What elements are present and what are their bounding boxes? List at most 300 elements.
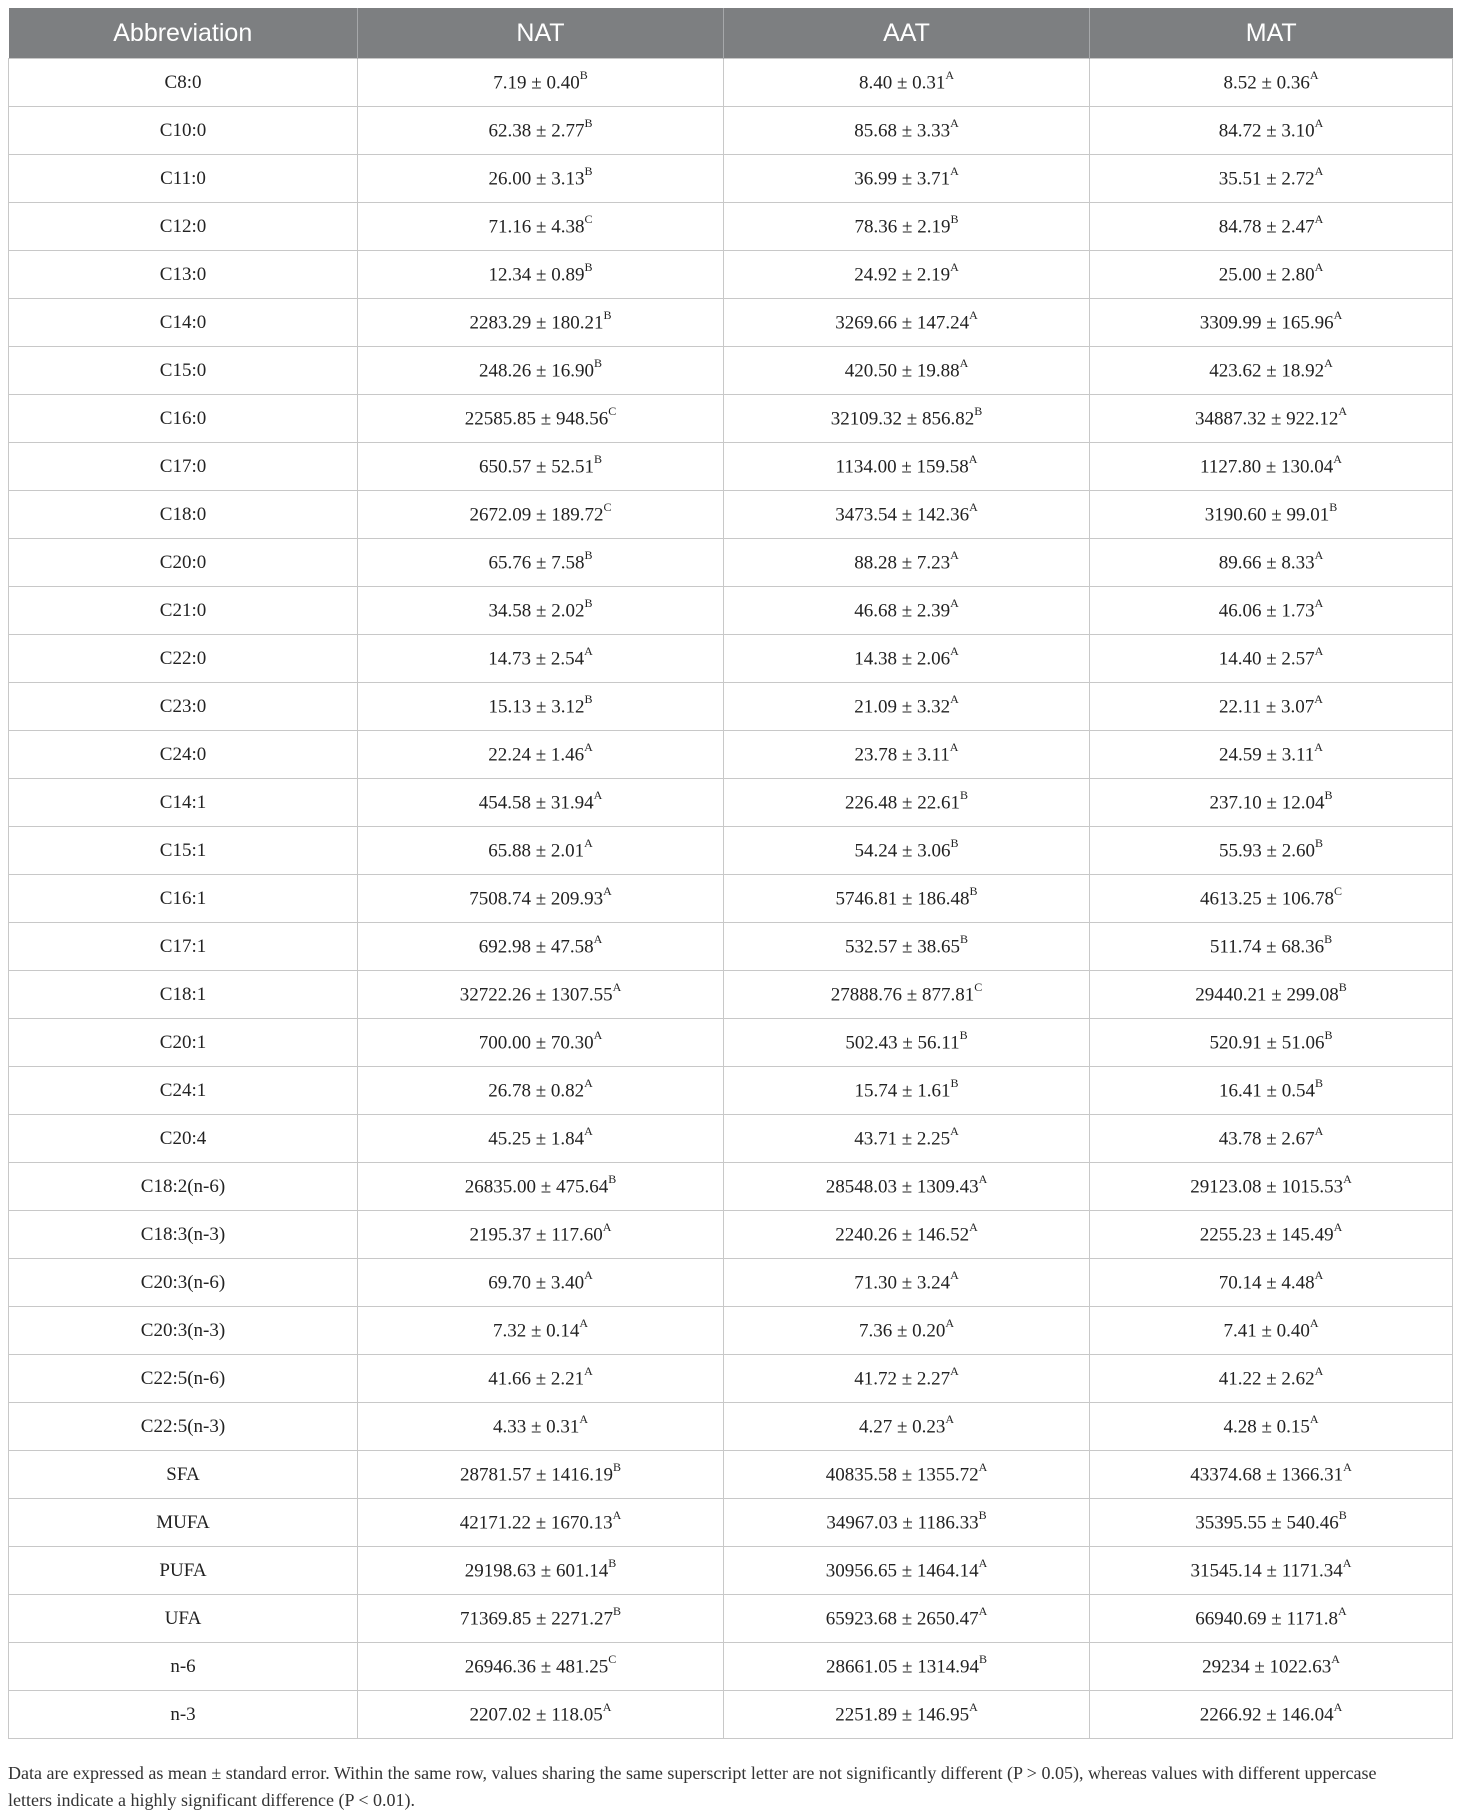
cell-mean-se: 2240.26 ± 146.52 (835, 1224, 970, 1246)
significance-letter: A (1314, 596, 1324, 611)
table-row (9, 1595, 1453, 1643)
cell-mean-se: 69.70 ± 3.40 (488, 1272, 585, 1294)
significance-letter: B (584, 260, 593, 275)
significance-letter: B (603, 308, 612, 323)
cell-mean-se: 7508.74 ± 209.93 (469, 888, 604, 910)
cell-value (724, 155, 1090, 203)
cell-mean-se: 34887.32 ± 922.12 (1194, 408, 1339, 430)
significance-letter: A (1324, 356, 1333, 371)
table-row (9, 443, 1453, 491)
fatty-acid-table (8, 8, 1453, 1739)
cell-value (1090, 1451, 1453, 1499)
cell-mean-se: 15.74 ± 1.61 (854, 1080, 951, 1102)
cell-mean-se: 7.41 ± 0.40 (1223, 1320, 1310, 1342)
cell-abbreviation: C20:3(n-3) (9, 1307, 358, 1355)
table-row (9, 491, 1453, 539)
cell-mean-se: 8.52 ± 0.36 (1223, 72, 1310, 94)
cell-mean-se: 43.71 ± 2.25 (854, 1128, 951, 1150)
cell-mean-se: 70.14 ± 4.48 (1218, 1272, 1315, 1294)
significance-letter: B (1314, 1076, 1323, 1091)
cell-mean-se: 454.58 ± 31.94 (478, 792, 594, 814)
significance-letter: C (603, 500, 612, 515)
cell-mean-se: 55.93 ± 2.60 (1219, 840, 1315, 862)
cell-mean-se: 4.33 ± 0.31 (492, 1416, 580, 1438)
significance-letter: B (959, 788, 968, 803)
significance-letter: A (950, 596, 959, 611)
cell-abbreviation: C21:0 (9, 587, 358, 635)
cell-mean-se: 14.40 ± 2.57 (1218, 648, 1315, 670)
cell-value (358, 251, 724, 299)
cell-mean-se: 502.43 ± 56.11 (845, 1032, 960, 1054)
cell-mean-se: 1127.80 ± 130.04 (1200, 456, 1334, 478)
significance-letter: A (969, 500, 978, 515)
cell-mean-se: 29198.63 ± 601.14 (464, 1560, 609, 1582)
significance-letter: B (1338, 980, 1347, 995)
cell-value (358, 635, 724, 683)
cell-mean-se: 1134.00 ± 159.58 (835, 456, 969, 478)
cell-value (1090, 683, 1453, 731)
cell-abbreviation: C16:0 (9, 395, 358, 443)
cell-mean-se: 40835.58 ± 1355.72 (825, 1464, 979, 1486)
table-row (9, 203, 1453, 251)
cell-abbreviation: C13:0 (9, 251, 358, 299)
table-row (9, 779, 1453, 827)
cell-mean-se: 65923.68 ± 2650.47 (825, 1608, 979, 1630)
cell-mean-se: 27888.76 ± 877.81 (830, 984, 975, 1006)
cell-mean-se: 78.36 ± 2.19 (854, 216, 951, 238)
significance-letter: B (950, 1076, 959, 1091)
table-row (9, 59, 1453, 107)
cell-abbreviation: n-6 (9, 1643, 358, 1691)
cell-value (1090, 1547, 1453, 1595)
table-row (9, 1643, 1453, 1691)
cell-mean-se: 22.11 ± 3.07 (1219, 696, 1315, 718)
cell-mean-se: 4613.25 ± 106.78 (1200, 888, 1334, 910)
significance-letter: B (584, 596, 593, 611)
header-row (9, 8, 1453, 59)
cell-mean-se: 34.58 ± 2.02 (488, 600, 585, 622)
significance-letter: A (945, 1316, 955, 1331)
cell-value (1090, 1259, 1453, 1307)
significance-letter: A (1309, 1316, 1319, 1331)
significance-letter: B (612, 1460, 621, 1475)
cell-value (724, 1355, 1090, 1403)
significance-letter: A (1343, 1172, 1352, 1187)
cell-mean-se: 7.36 ± 0.20 (858, 1320, 946, 1342)
cell-abbreviation: SFA (9, 1451, 358, 1499)
cell-abbreviation: C14:0 (9, 299, 358, 347)
cell-value (358, 1547, 724, 1595)
significance-letter: A (593, 788, 603, 803)
significance-letter: A (1314, 116, 1324, 131)
significance-letter: A (968, 452, 978, 467)
cell-mean-se: 71369.85 ± 2271.27 (460, 1608, 613, 1630)
cell-mean-se: 520.91 ± 51.06 (1209, 1032, 1325, 1054)
significance-letter: A (579, 1412, 589, 1427)
table-row (9, 299, 1453, 347)
significance-letter: C (608, 1652, 617, 1667)
significance-letter: A (1314, 260, 1324, 275)
cell-value (724, 1211, 1090, 1259)
cell-mean-se: 46.68 ± 2.39 (854, 600, 951, 622)
cell-mean-se: 226.48 ± 22.61 (845, 792, 960, 814)
cell-mean-se: 22585.85 ± 948.56 (464, 408, 609, 430)
cell-value (358, 1163, 724, 1211)
cell-value (724, 1595, 1090, 1643)
significance-letter: B (978, 1508, 987, 1523)
cell-value (724, 971, 1090, 1019)
cell-value (1090, 1211, 1453, 1259)
cell-abbreviation: n-3 (9, 1691, 358, 1739)
significance-letter: B (579, 68, 588, 83)
significance-letter: A (593, 932, 603, 947)
cell-value (358, 491, 724, 539)
cell-abbreviation: C8:0 (9, 59, 358, 107)
cell-value (724, 923, 1090, 971)
cell-mean-se: 2207.02 ± 118.05 (469, 1704, 603, 1726)
cell-abbreviation: C22:5(n-6) (9, 1355, 358, 1403)
cell-value (724, 1547, 1090, 1595)
significance-letter: B (584, 548, 593, 563)
cell-mean-se: 29440.21 ± 299.08 (1195, 984, 1339, 1006)
table-row (9, 539, 1453, 587)
cell-mean-se: 2283.29 ± 180.21 (469, 312, 604, 334)
cell-value (358, 1211, 724, 1259)
significance-letter: A (969, 1220, 978, 1235)
cell-value (1090, 251, 1453, 299)
cell-value (1090, 155, 1453, 203)
cell-mean-se: 7.32 ± 0.14 (492, 1320, 580, 1342)
header-aat: AAT (724, 8, 1090, 59)
significance-letter: B (584, 164, 593, 179)
cell-mean-se: 12.34 ± 0.89 (488, 264, 585, 286)
cell-mean-se: 2266.92 ± 146.04 (1199, 1704, 1334, 1726)
cell-mean-se: 420.50 ± 19.88 (844, 360, 960, 382)
table-row (9, 1355, 1453, 1403)
table-footnote (8, 1760, 1452, 1814)
cell-value (358, 875, 724, 923)
significance-letter: A (945, 1412, 955, 1427)
significance-letter: A (612, 980, 622, 995)
significance-letter: A (584, 836, 593, 851)
cell-value (724, 1307, 1090, 1355)
table-row (9, 1211, 1453, 1259)
significance-letter: A (602, 1700, 612, 1715)
table-row (9, 1163, 1453, 1211)
cell-value (1090, 299, 1453, 347)
cell-value (358, 539, 724, 587)
significance-letter: A (584, 1364, 593, 1379)
significance-letter: A (1333, 1700, 1343, 1715)
cell-mean-se: 26946.36 ± 481.25 (464, 1656, 609, 1678)
cell-abbreviation: C17:0 (9, 443, 358, 491)
cell-value (358, 203, 724, 251)
cell-mean-se: 423.62 ± 18.92 (1209, 360, 1325, 382)
cell-value (724, 827, 1090, 875)
cell-value (358, 59, 724, 107)
significance-letter: B (950, 836, 959, 851)
significance-letter: A (949, 740, 959, 755)
cell-value (724, 491, 1090, 539)
cell-mean-se: 22.24 ± 1.46 (488, 744, 585, 766)
cell-value (724, 299, 1090, 347)
cell-value (1090, 107, 1453, 155)
cell-value (724, 587, 1090, 635)
cell-value (358, 1115, 724, 1163)
significance-letter: A (1314, 644, 1324, 659)
cell-value (1090, 1307, 1453, 1355)
cell-abbreviation: C12:0 (9, 203, 358, 251)
cell-mean-se: 45.25 ± 1.84 (488, 1128, 585, 1150)
significance-letter: A (1309, 68, 1319, 83)
cell-value (724, 1259, 1090, 1307)
cell-value (358, 971, 724, 1019)
cell-value (724, 683, 1090, 731)
cell-mean-se: 31545.14 ± 1171.34 (1190, 1560, 1343, 1582)
cell-value (1090, 491, 1453, 539)
cell-value (724, 1403, 1090, 1451)
cell-value (358, 923, 724, 971)
cell-value (358, 683, 724, 731)
cell-mean-se: 24.59 ± 3.11 (1219, 744, 1315, 766)
table-row (9, 1115, 1453, 1163)
significance-letter: B (978, 1652, 987, 1667)
cell-mean-se: 30956.65 ± 1464.14 (825, 1560, 979, 1582)
significance-letter: A (1314, 740, 1323, 755)
cell-value (358, 155, 724, 203)
significance-letter: A (1338, 404, 1348, 419)
footnote-line-2: letters indicate a highly significant difference (P < 0.01). (8, 1790, 416, 1810)
significance-letter: B (584, 692, 593, 707)
cell-mean-se: 248.26 ± 16.90 (479, 360, 594, 382)
significance-letter: C (974, 980, 983, 995)
significance-letter: B (1338, 1508, 1347, 1523)
table-row (9, 875, 1453, 923)
cell-mean-se: 43374.68 ± 1366.31 (1190, 1464, 1344, 1486)
significance-letter: A (950, 548, 959, 563)
table-row (9, 731, 1453, 779)
table-row (9, 107, 1453, 155)
table-row (9, 155, 1453, 203)
cell-mean-se: 28781.57 ± 1416.19 (460, 1464, 613, 1486)
cell-value (358, 1499, 724, 1547)
significance-letter: A (950, 164, 959, 179)
cell-mean-se: 62.38 ± 2.77 (488, 120, 585, 142)
cell-value (1090, 1163, 1453, 1211)
cell-mean-se: 41.72 ± 2.27 (854, 1368, 951, 1390)
significance-letter: B (1324, 1028, 1333, 1043)
cell-value (724, 1499, 1090, 1547)
cell-value (1090, 1643, 1453, 1691)
cell-mean-se: 89.66 ± 8.33 (1218, 552, 1315, 574)
cell-value (1090, 587, 1453, 635)
significance-letter: A (978, 1556, 988, 1571)
cell-abbreviation: C22:5(n-3) (9, 1403, 358, 1451)
table-row (9, 347, 1453, 395)
cell-mean-se: 46.06 ± 1.73 (1218, 600, 1315, 622)
significance-letter: A (593, 1028, 603, 1043)
cell-mean-se: 54.24 ± 3.06 (854, 840, 951, 862)
significance-letter: A (969, 308, 978, 323)
table-row (9, 1499, 1453, 1547)
cell-value (724, 203, 1090, 251)
cell-abbreviation: C23:0 (9, 683, 358, 731)
cell-abbreviation: C24:1 (9, 1067, 358, 1115)
footnote-line-1: Data are expressed as mean ± standard error. Within the same row, values sharing the same superscript letter are not significantly different (P > 0.05), whereas values with different uppercase (8, 1763, 1377, 1783)
cell-value (1090, 635, 1453, 683)
cell-value (358, 731, 724, 779)
cell-value (724, 779, 1090, 827)
cell-mean-se: 26835.00 ± 475.64 (464, 1176, 609, 1198)
cell-mean-se: 4.27 ± 0.23 (858, 1416, 946, 1438)
cell-value (724, 107, 1090, 155)
cell-value (1090, 1403, 1453, 1451)
cell-value (724, 1019, 1090, 1067)
cell-value (1090, 347, 1453, 395)
significance-letter: A (1314, 212, 1324, 227)
significance-letter: A (603, 884, 612, 899)
cell-value (724, 443, 1090, 491)
cell-value (358, 1019, 724, 1067)
cell-mean-se: 65.76 ± 7.58 (488, 552, 585, 574)
table-header (9, 8, 1453, 59)
cell-mean-se: 35.51 ± 2.72 (1218, 168, 1315, 190)
cell-value (724, 1691, 1090, 1739)
significance-letter: A (1333, 452, 1342, 467)
cell-value (1090, 1115, 1453, 1163)
cell-value (358, 1307, 724, 1355)
table-row (9, 251, 1453, 299)
cell-mean-se: 2195.37 ± 117.60 (469, 1224, 603, 1246)
significance-letter: A (950, 692, 959, 707)
cell-abbreviation: MUFA (9, 1499, 358, 1547)
cell-mean-se: 15.13 ± 3.12 (488, 696, 585, 718)
cell-mean-se: 32109.32 ± 856.82 (830, 408, 975, 430)
cell-mean-se: 4.28 ± 0.15 (1223, 1416, 1310, 1438)
cell-value (1090, 1355, 1453, 1403)
significance-letter: A (1314, 548, 1324, 563)
header-nat: NAT (358, 8, 724, 59)
cell-value (724, 635, 1090, 683)
significance-letter: A (584, 644, 593, 659)
cell-value (358, 1643, 724, 1691)
cell-value (724, 251, 1090, 299)
cell-abbreviation: C14:1 (9, 779, 358, 827)
cell-value (358, 299, 724, 347)
significance-letter: A (584, 1124, 593, 1139)
cell-value (1090, 1595, 1453, 1643)
cell-mean-se: 71.30 ± 3.24 (854, 1272, 951, 1294)
cell-value (358, 1355, 724, 1403)
cell-value (358, 443, 724, 491)
cell-mean-se: 25.00 ± 2.80 (1218, 264, 1315, 286)
significance-letter: A (978, 1604, 988, 1619)
cell-mean-se: 32722.26 ± 1307.55 (459, 984, 613, 1006)
cell-value (1090, 779, 1453, 827)
significance-letter: A (1314, 164, 1324, 179)
cell-abbreviation: C20:0 (9, 539, 358, 587)
significance-letter: A (1309, 1412, 1319, 1427)
cell-value (1090, 539, 1453, 587)
significance-letter: A (945, 68, 955, 83)
significance-letter: A (1333, 308, 1343, 323)
cell-value (358, 107, 724, 155)
cell-value (358, 827, 724, 875)
cell-value (724, 1115, 1090, 1163)
cell-mean-se: 43.78 ± 2.67 (1218, 1128, 1315, 1150)
cell-mean-se: 3269.66 ± 147.24 (835, 312, 970, 334)
cell-mean-se: 28661.05 ± 1314.94 (826, 1656, 979, 1678)
cell-value (724, 1067, 1090, 1115)
table-row (9, 971, 1453, 1019)
cell-mean-se: 3473.54 ± 142.36 (835, 504, 970, 526)
significance-letter: A (950, 1268, 959, 1283)
cell-abbreviation: C15:1 (9, 827, 358, 875)
significance-letter: B (608, 1172, 617, 1187)
significance-letter: A (1314, 692, 1323, 707)
cell-value (1090, 1019, 1453, 1067)
significance-letter: A (612, 1508, 622, 1523)
cell-value (724, 731, 1090, 779)
table-row (9, 827, 1453, 875)
significance-letter: B (1324, 932, 1333, 947)
significance-letter: A (969, 1700, 978, 1715)
table-row (9, 1547, 1453, 1595)
cell-value (358, 587, 724, 635)
cell-value (1090, 443, 1453, 491)
significance-letter: C (584, 212, 593, 227)
cell-value (1090, 1691, 1453, 1739)
cell-mean-se: 21.09 ± 3.32 (854, 696, 951, 718)
cell-value (1090, 203, 1453, 251)
cell-mean-se: 28548.03 ± 1309.43 (825, 1176, 979, 1198)
cell-abbreviation: C15:0 (9, 347, 358, 395)
cell-mean-se: 7.19 ± 0.40 (493, 72, 580, 94)
header-mat: MAT (1090, 8, 1453, 59)
cell-abbreviation: C16:1 (9, 875, 358, 923)
cell-value (1090, 971, 1453, 1019)
cell-value (1090, 59, 1453, 107)
cell-abbreviation: C18:2(n-6) (9, 1163, 358, 1211)
cell-mean-se: 650.57 ± 52.51 (479, 456, 594, 478)
cell-mean-se: 41.66 ± 2.21 (488, 1368, 585, 1390)
significance-letter: A (584, 740, 593, 755)
cell-abbreviation: C17:1 (9, 923, 358, 971)
cell-mean-se: 24.92 ± 2.19 (854, 264, 951, 286)
header-abbreviation: Abbreviation (9, 8, 358, 59)
cell-mean-se: 26.00 ± 3.13 (488, 168, 585, 190)
table-row (9, 587, 1453, 635)
cell-value (358, 1067, 724, 1115)
cell-mean-se: 26.78 ± 0.82 (488, 1080, 585, 1102)
significance-letter: A (602, 1220, 612, 1235)
significance-letter: A (1342, 1556, 1352, 1571)
cell-mean-se: 16.41 ± 0.54 (1219, 1080, 1315, 1102)
cell-value (1090, 923, 1453, 971)
significance-letter: A (950, 644, 959, 659)
table-row (9, 683, 1453, 731)
significance-letter: A (584, 1268, 593, 1283)
significance-letter: A (1314, 1364, 1324, 1379)
cell-value (724, 395, 1090, 443)
cell-abbreviation: C18:0 (9, 491, 358, 539)
cell-mean-se: 65.88 ± 2.01 (488, 840, 585, 862)
cell-mean-se: 532.57 ± 38.65 (845, 936, 960, 958)
cell-abbreviation: C20:3(n-6) (9, 1259, 358, 1307)
cell-mean-se: 5746.81 ± 186.48 (835, 888, 970, 910)
cell-value (1090, 827, 1453, 875)
significance-letter: A (978, 1172, 988, 1187)
